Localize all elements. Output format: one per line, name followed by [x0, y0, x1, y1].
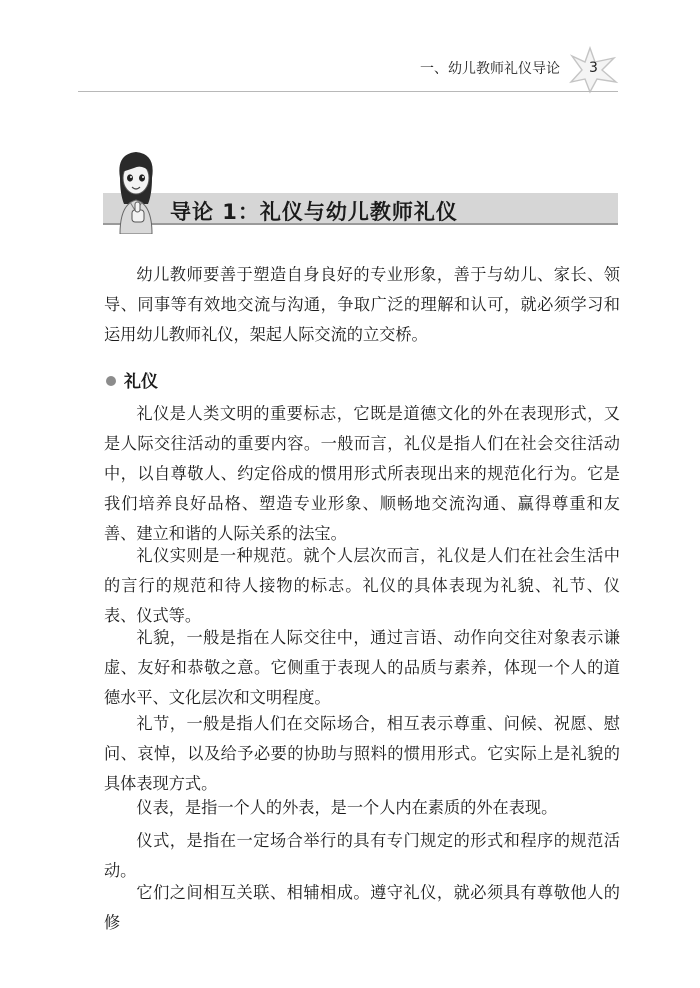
page-number: 3	[589, 60, 598, 76]
chapter-title: 导论 1：礼仪与幼儿教师礼仪	[170, 200, 458, 224]
paragraph-limao: 礼貌，一般是指在人际交往中，通过言语、动作向交往对象表示谦虚、友好和恭敬之意。它侧重于表现人的品质与素养，体现一个人的道德水平、文化层次和文明程度。	[104, 628, 620, 707]
section-heading	[106, 367, 158, 392]
intro-paragraph: 幼儿教师要善于塑造自身良好的专业形象，善于与幼儿、家长、领导、同事等有效地交流与沟通，争取广泛的理解和认可，就必须学习和运用幼儿教师礼仪，架起人际交流的立交桥。	[104, 265, 620, 344]
section-heading-text: 礼仪	[124, 372, 158, 392]
paragraph-liyi-definition: 礼仪是人类文明的重要标志，它既是道德文化的外在表现形式，又是人际交往活动的重要内容。一般而言，礼仪是指人们在社会交往活动中，以自尊敬人、约定俗成的惯用形式所表现出来的规范化行为。它是我们培养良好品格、塑造专业形象、顺畅地交流沟通、赢得尊重和友善、建立和谐的人际关系的法宝。	[104, 404, 620, 543]
running-header-title: 一、幼儿教师礼仪导论	[420, 61, 560, 77]
header-divider	[78, 91, 618, 92]
paragraph-yibiao: 仪表，是指一个人的外表，是一个人内在素质的外在表现。	[136, 798, 558, 817]
gray-dot-bullet-icon	[106, 376, 116, 386]
paragraph-lijie: 礼节，一般是指人们在交际场合，相互表示尊重、问候、祝愿、慰问、哀悼，以及给予必要的协助与照料的惯用形式。它实际上是礼貌的具体表现方式。	[104, 714, 620, 793]
paragraph-relation: 它们之间相互关联、相辅相成。遵守礼仪，就必须具有尊敬他人的修	[104, 883, 620, 932]
paragraph-yishi: 仪式，是指在一定场合举行的具有专门规定的形式和程序的规范活动。	[104, 831, 620, 880]
paragraph-liyi-norms: 礼仪实则是一种规范。就个人层次而言，礼仪是人们在社会生活中的言行的规范和待人接物的标志。礼仪的具体表现为礼貌、礼节、仪表、仪式等。	[104, 546, 620, 625]
teacher-girl-thumbs-up-icon	[106, 148, 166, 234]
